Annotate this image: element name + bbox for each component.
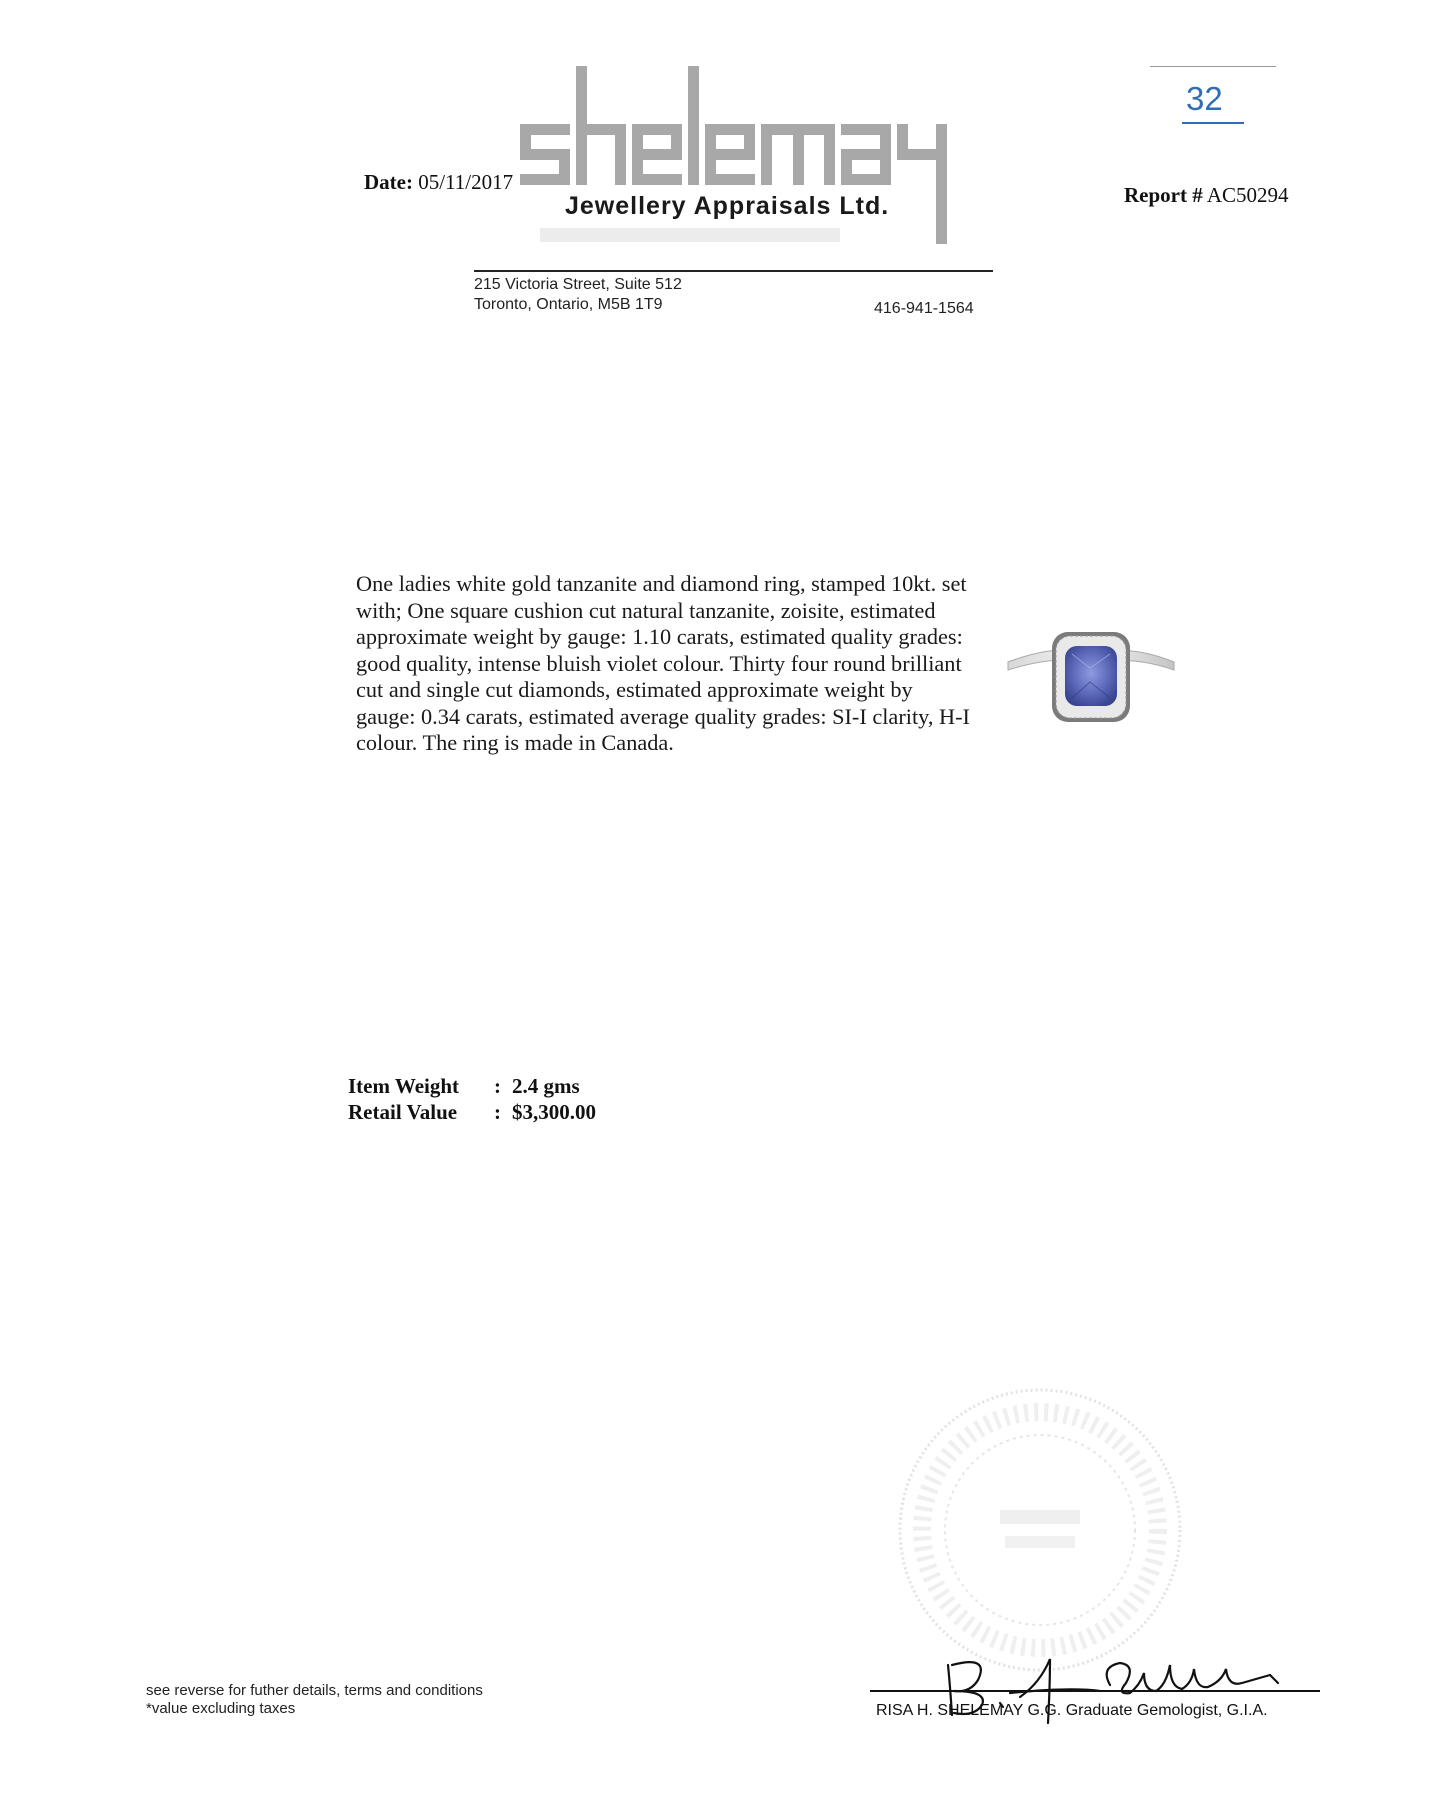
- item-description: One ladies white gold tanzanite and diamond ring, stamped 10kt. set with; One square cushion cut natural tanzanite, zoisite, estimated approximate weight by gauge: 1.10 carats, estimated quality grades: good quality, intense bluish violet colour. Thirty four round brilliant cut and single cut diamonds, estimated approximate weight by gauge: 0.34 carats, estimated average quality grades: SI-I clarity, H-I colour. The ring is made in Canada.: [356, 571, 970, 755]
- page-number: 32: [1186, 80, 1223, 117]
- header-divider: [474, 270, 993, 272]
- retail-value-colon: :: [494, 1100, 501, 1124]
- company-logo: [520, 60, 950, 250]
- retail-value-label: Retail Value: [348, 1100, 458, 1124]
- handwritten-signature: [930, 1625, 1330, 1745]
- item-weight-colon: :: [494, 1074, 501, 1098]
- date-label: Date:: [364, 170, 413, 194]
- signer-name: RISA H. SHELEMAY G.G. Graduate Gemologist, G.I.A.: [876, 1702, 1268, 1719]
- tax-note: *value excluding taxes: [146, 1700, 296, 1717]
- report-value: AC50294: [1206, 183, 1289, 207]
- date-line: [364, 170, 513, 195]
- report-label: Report #: [1124, 183, 1203, 207]
- item-weight-row: [348, 1074, 580, 1099]
- terms-note: see reverse for futher details, terms and conditions: [146, 1682, 483, 1699]
- signature-line: [870, 1690, 1320, 1692]
- item-weight-value: 2.4 gms: [512, 1074, 580, 1098]
- page-number-rule: [1150, 66, 1276, 67]
- item-weight-label: Item Weight: [348, 1074, 460, 1098]
- company-subtitle: Jewellery Appraisals Ltd.: [565, 192, 890, 220]
- ring-photo: [1000, 620, 1180, 745]
- retail-value-amount: $3,300.00: [512, 1100, 596, 1124]
- date-value: 05/11/2017: [418, 170, 514, 194]
- report-number-line: [1124, 183, 1289, 208]
- address-line-1: 215 Victoria Street, Suite 512: [474, 276, 682, 293]
- address-line-2: Toronto, Ontario, M5B 1T9: [474, 296, 663, 313]
- page-number-underline: [1182, 122, 1244, 124]
- retail-value-row: [348, 1100, 596, 1125]
- phone-number: 416-941-1564: [874, 300, 974, 317]
